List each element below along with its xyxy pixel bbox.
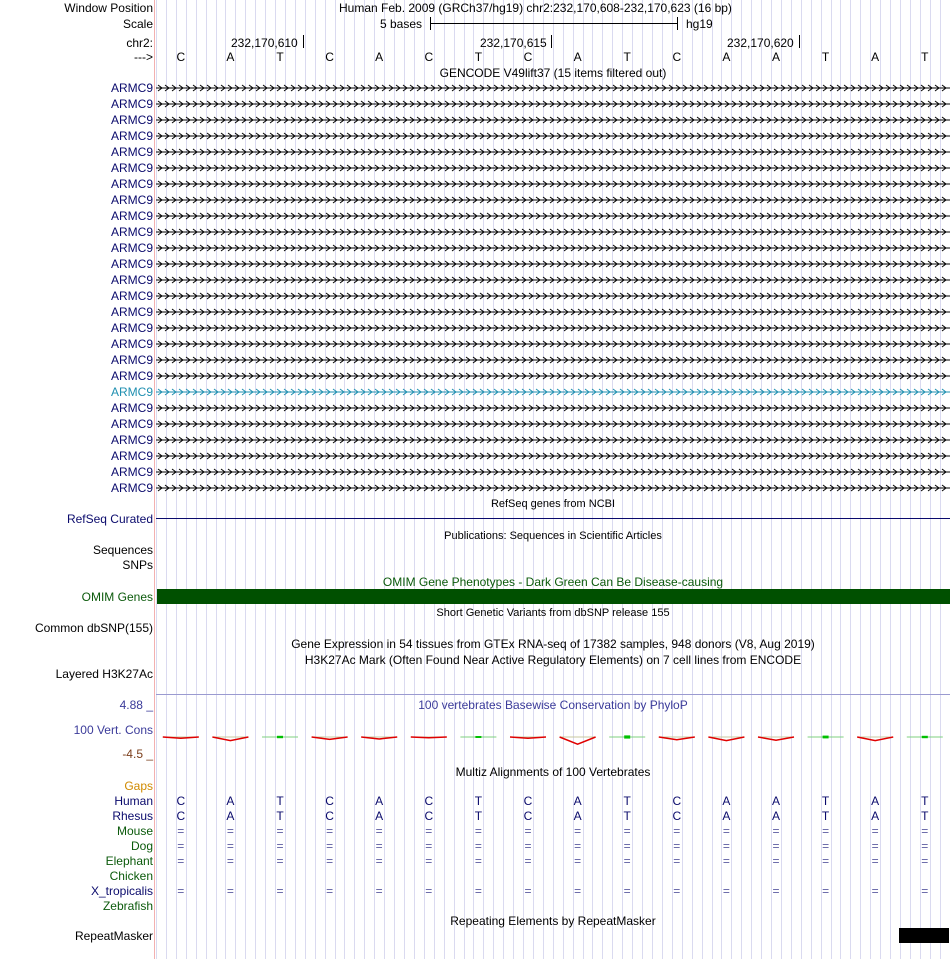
- h3k27ac-title: H3K27Ac Mark (Often Found Near Active Regulatory Elements) on 7 cell lines from ENCODE: [304, 653, 802, 667]
- multiz-base: =: [326, 854, 334, 868]
- multiz-base: C: [325, 794, 334, 808]
- multiz-base: =: [425, 854, 433, 868]
- multiz-base: =: [574, 884, 582, 898]
- multiz-base: =: [375, 824, 383, 838]
- gencode-row[interactable]: [0, 177, 950, 191]
- gencode-gene-label[interactable]: ARMC9: [110, 257, 153, 271]
- multiz-base: =: [574, 824, 582, 838]
- multiz-base: =: [474, 884, 482, 898]
- multiz-base: =: [474, 824, 482, 838]
- multiz-species-row[interactable]: [0, 809, 950, 823]
- multiz-base: =: [524, 839, 532, 853]
- multiz-base: =: [921, 839, 929, 853]
- gencode-gene-label[interactable]: ARMC9: [110, 481, 153, 495]
- multiz-base: =: [474, 854, 482, 868]
- coord-tick-1: [303, 35, 304, 48]
- phylop-graph[interactable]: [156, 716, 950, 756]
- multiz-base: T: [276, 809, 284, 823]
- phylop-bar: [609, 735, 645, 738]
- multiz-base: C: [325, 809, 334, 823]
- multiz-base: =: [772, 824, 780, 838]
- phylop-bar: [659, 737, 695, 740]
- multiz-base: =: [623, 824, 631, 838]
- gencode-gene-label[interactable]: ARMC9: [110, 161, 153, 175]
- base-letter: A: [722, 50, 731, 64]
- gencode-gene-label[interactable]: ARMC9: [110, 177, 153, 191]
- multiz-base: A: [722, 809, 731, 823]
- multiz-base: =: [722, 854, 730, 868]
- gencode-row[interactable]: [0, 481, 950, 495]
- multiz-base: =: [326, 884, 334, 898]
- h3k27ac-label[interactable]: Layered H3K27Ac: [55, 667, 153, 681]
- multiz-base: =: [822, 824, 830, 838]
- phylop-bar: [212, 737, 248, 741]
- multiz-base: =: [226, 884, 234, 898]
- gencode-row[interactable]: [0, 129, 950, 143]
- multiz-base: =: [871, 839, 879, 853]
- phylop-bar: [907, 736, 943, 738]
- gencode-gene-label[interactable]: ARMC9: [110, 305, 153, 319]
- phylop-bar: [758, 737, 794, 740]
- gencode-row[interactable]: [0, 417, 950, 431]
- multiz-base: =: [375, 839, 383, 853]
- multiz-base: T: [276, 794, 284, 808]
- gencode-row[interactable]: [0, 321, 950, 335]
- scale-db: hg19: [686, 17, 713, 31]
- phylop-label[interactable]: 100 Vert. Cons: [73, 723, 153, 737]
- base-letter: C: [325, 50, 334, 64]
- scale-bar-left-end: [430, 17, 431, 30]
- gencode-row[interactable]: [0, 449, 950, 463]
- refseq-label[interactable]: RefSeq Curated: [66, 512, 153, 526]
- multiz-base: =: [772, 839, 780, 853]
- multiz-base: =: [871, 884, 879, 898]
- multiz-base: A: [226, 794, 235, 808]
- scale-bar-right-end: [677, 17, 678, 30]
- base-letter: A: [573, 50, 582, 64]
- multiz-species-row[interactable]: [0, 839, 950, 853]
- multiz-species-label[interactable]: Human: [114, 794, 153, 808]
- multiz-base: =: [921, 854, 929, 868]
- multiz-base: =: [276, 884, 284, 898]
- multiz-base: =: [375, 884, 383, 898]
- multiz-species-label[interactable]: Dog: [130, 839, 153, 853]
- gencode-gene-label[interactable]: ARMC9: [110, 289, 153, 303]
- h3k27ac-baseline: [156, 694, 950, 695]
- gencode-row[interactable]: [0, 385, 950, 399]
- multiz-base: =: [326, 824, 334, 838]
- snps-label[interactable]: SNPs: [122, 558, 153, 572]
- gencode-gene-label[interactable]: ARMC9: [110, 353, 153, 367]
- gencode-gene-label[interactable]: ARMC9: [110, 209, 153, 223]
- base-letter: T: [623, 50, 631, 64]
- coord-label-3: 232,170,620: [727, 36, 794, 50]
- gencode-gene-label[interactable]: ARMC9: [110, 321, 153, 335]
- multiz-species-row[interactable]: [0, 869, 950, 883]
- scale-value: 5 bases: [380, 17, 423, 31]
- multiz-base: =: [425, 839, 433, 853]
- gencode-gene-label[interactable]: ARMC9: [110, 465, 153, 479]
- gencode-gene-label[interactable]: ARMC9: [110, 385, 153, 399]
- coord-label-2: 232,170,615: [480, 36, 547, 50]
- multiz-base: =: [524, 884, 532, 898]
- base-letter: A: [375, 50, 384, 64]
- base-letter: A: [226, 50, 235, 64]
- multiz-base: =: [871, 854, 879, 868]
- gencode-row[interactable]: [0, 241, 950, 255]
- multiz-base: T: [821, 794, 830, 808]
- phylop-bar: [857, 737, 893, 741]
- omim-label[interactable]: OMIM Genes: [81, 590, 153, 604]
- multiz-base: =: [623, 884, 631, 898]
- multiz-base: T: [921, 794, 929, 808]
- multiz-species-row[interactable]: [0, 899, 950, 913]
- multiz-base: =: [226, 854, 234, 868]
- gencode-gene-label[interactable]: ARMC9: [110, 417, 153, 431]
- gencode-row[interactable]: [0, 337, 950, 351]
- gencode-title: GENCODE V49lift37 (15 items filtered out): [439, 66, 667, 80]
- multiz-base: A: [573, 809, 582, 823]
- multiz-base: A: [771, 809, 780, 823]
- base-letter: C: [424, 50, 434, 64]
- multiz-base: =: [871, 824, 879, 838]
- gtex-title: Gene Expression in 54 tissues from GTEx RNA-seq of 17382 samples, 948 donors (V8, Aug 2019): [291, 637, 815, 651]
- multiz-base: =: [822, 854, 830, 868]
- phylop-bar: [808, 736, 844, 739]
- base-letter: A: [871, 50, 880, 64]
- coord-label-1: 232,170,610: [231, 36, 298, 50]
- multiz-base: =: [226, 824, 234, 838]
- publications-title: Publications: Sequences in Scientific Articles: [444, 530, 662, 542]
- base-letter: T: [921, 50, 929, 64]
- multiz-base: =: [375, 854, 383, 868]
- multiz-base: =: [177, 854, 185, 868]
- multiz-species-row[interactable]: [0, 884, 950, 898]
- phylop-min-label: -4.5 _: [122, 747, 153, 761]
- base-letter: T: [474, 50, 483, 64]
- multiz-base: =: [722, 824, 730, 838]
- gencode-row[interactable]: [0, 369, 950, 383]
- gencode-gene-label[interactable]: ARMC9: [110, 241, 153, 255]
- gencode-gene-label[interactable]: ARMC9: [110, 225, 153, 239]
- omim-title: OMIM Gene Phenotypes - Dark Green Can Be Disease-causing: [382, 575, 724, 589]
- strand-label: --->: [134, 50, 153, 64]
- gencode-gene-label[interactable]: ARMC9: [110, 273, 153, 287]
- multiz-base: T: [623, 809, 631, 823]
- multiz-base: =: [177, 884, 185, 898]
- multiz-base: =: [921, 824, 929, 838]
- multiz-base: A: [722, 794, 731, 808]
- base-letter: C: [176, 50, 186, 64]
- multiz-base: C: [523, 794, 533, 808]
- gencode-gene-label[interactable]: ARMC9: [110, 97, 153, 111]
- gencode-gene-label[interactable]: ARMC9: [110, 449, 153, 463]
- multiz-species-label[interactable]: Elephant: [105, 854, 153, 868]
- gencode-row[interactable]: [0, 433, 950, 447]
- multiz-base: T: [623, 794, 631, 808]
- multiz-species-label[interactable]: Chicken: [109, 869, 153, 883]
- multiz-species-row[interactable]: [0, 824, 950, 838]
- multiz-base: C: [672, 809, 682, 823]
- gencode-row[interactable]: [0, 305, 950, 319]
- scale-bar: [430, 23, 678, 24]
- gencode-gene-label[interactable]: ARMC9: [110, 145, 153, 159]
- multiz-species-label[interactable]: Zebrafish: [102, 899, 153, 913]
- phylop-bar: [510, 737, 546, 738]
- multiz-base: A: [375, 794, 384, 808]
- multiz-base: =: [425, 824, 433, 838]
- multiz-base: =: [177, 824, 185, 838]
- multiz-base: =: [822, 839, 830, 853]
- base-letter: T: [821, 50, 830, 64]
- multiz-base: C: [176, 809, 186, 823]
- chrom-label: chr2:: [126, 36, 153, 50]
- gencode-row[interactable]: [0, 97, 950, 111]
- repeatmasker-title: Repeating Elements by RepeatMasker: [450, 914, 656, 928]
- multiz-base: C: [176, 794, 186, 808]
- phylop-bar: [708, 737, 744, 741]
- multiz-base: =: [276, 854, 284, 868]
- multiz-base: A: [573, 794, 582, 808]
- coord-tick-3: [799, 35, 800, 48]
- gencode-gene-label[interactable]: ARMC9: [110, 337, 153, 351]
- gencode-row[interactable]: [0, 353, 950, 367]
- base-letter: T: [276, 50, 284, 64]
- multiz-base: =: [574, 839, 582, 853]
- refseq-title: RefSeq genes from NCBI: [490, 498, 616, 510]
- multiz-base: =: [623, 854, 631, 868]
- multiz-base: =: [722, 839, 730, 853]
- gencode-row[interactable]: [0, 401, 950, 415]
- dbsnp-label[interactable]: Common dbSNP(155): [34, 621, 153, 635]
- multiz-title: Multiz Alignments of 100 Vertebrates: [455, 765, 651, 779]
- multiz-base: =: [673, 824, 681, 838]
- gencode-gene-label[interactable]: ARMC9: [110, 129, 153, 143]
- base-letter: C: [672, 50, 682, 64]
- base-letter: A: [771, 50, 780, 64]
- multiz-base: =: [326, 839, 334, 853]
- multiz-base: T: [921, 809, 929, 823]
- gencode-gene-label[interactable]: ARMC9: [110, 113, 153, 127]
- base-letter: C: [523, 50, 533, 64]
- phylop-max-label: 4.88 _: [119, 698, 153, 712]
- multiz-species-label[interactable]: X_tropicalis: [90, 884, 153, 898]
- multiz-base: C: [424, 809, 434, 823]
- refseq-gene-line[interactable]: [156, 518, 950, 519]
- gaps-label[interactable]: Gaps: [124, 779, 153, 793]
- multiz-base: =: [673, 854, 681, 868]
- assembly-position[interactable]: Human Feb. 2009 (GRCh37/hg19) chr2:232,170,608-232,170,623 (16 bp): [339, 1, 732, 15]
- sequences-label[interactable]: Sequences: [92, 543, 153, 557]
- multiz-base: =: [772, 884, 780, 898]
- multiz-base: A: [226, 809, 235, 823]
- omim-gene-bar[interactable]: [157, 589, 950, 604]
- multiz-base: A: [871, 809, 880, 823]
- multiz-base: =: [276, 824, 284, 838]
- multiz-base: T: [821, 809, 830, 823]
- gencode-row[interactable]: [0, 257, 950, 271]
- phylop-bar: [460, 736, 496, 738]
- gencode-gene-label[interactable]: ARMC9: [110, 193, 153, 207]
- gencode-row[interactable]: [0, 193, 950, 207]
- gencode-row[interactable]: [0, 273, 950, 287]
- multiz-base: T: [474, 794, 483, 808]
- gencode-gene-label[interactable]: ARMC9: [110, 369, 153, 383]
- multiz-species-label[interactable]: Mouse: [116, 824, 153, 838]
- multiz-species-row[interactable]: [0, 854, 950, 868]
- gencode-gene-label[interactable]: ARMC9: [110, 81, 153, 95]
- multiz-base: A: [375, 809, 384, 823]
- phylop-bar: [163, 737, 199, 738]
- multiz-base: =: [177, 839, 185, 853]
- multiz-base: =: [276, 839, 284, 853]
- multiz-base: =: [574, 854, 582, 868]
- multiz-base: =: [623, 839, 631, 853]
- phylop-bar: [411, 737, 447, 738]
- multiz-base: C: [424, 794, 434, 808]
- scale-label: Scale: [122, 17, 153, 31]
- gencode-row[interactable]: [0, 225, 950, 239]
- phylop-bar: [560, 737, 596, 744]
- dbsnp-title: Short Genetic Variants from dbSNP release 155: [436, 607, 670, 619]
- phylop-bar: [361, 737, 397, 739]
- multiz-species-label[interactable]: Rhesus: [112, 809, 153, 823]
- multiz-base: =: [474, 839, 482, 853]
- gencode-row[interactable]: [0, 289, 950, 303]
- window-position-label: Window Position: [64, 1, 153, 15]
- gencode-row[interactable]: [0, 209, 950, 223]
- gencode-row[interactable]: [0, 81, 950, 95]
- multiz-base: =: [722, 884, 730, 898]
- multiz-base: T: [474, 809, 483, 823]
- gencode-row[interactable]: [0, 145, 950, 159]
- multiz-base: =: [673, 839, 681, 853]
- gencode-row[interactable]: [0, 113, 950, 127]
- gencode-row[interactable]: [0, 161, 950, 175]
- multiz-base: A: [871, 794, 880, 808]
- multiz-base: =: [425, 884, 433, 898]
- gencode-row[interactable]: [0, 465, 950, 479]
- multiz-base: =: [524, 824, 532, 838]
- multiz-base: =: [524, 854, 532, 868]
- repeat-element-block[interactable]: [899, 928, 949, 943]
- coord-tick-2: [551, 35, 552, 48]
- multiz-base: A: [771, 794, 780, 808]
- repeatmasker-label[interactable]: RepeatMasker: [74, 929, 153, 943]
- gencode-gene-label[interactable]: ARMC9: [110, 433, 153, 447]
- multiz-base: C: [523, 809, 533, 823]
- phylop-title: 100 vertebrates Basewise Conservation by PhyloP: [418, 698, 688, 712]
- multiz-base: =: [822, 884, 830, 898]
- multiz-base: C: [672, 794, 682, 808]
- multiz-base: =: [673, 884, 681, 898]
- gencode-gene-label[interactable]: ARMC9: [110, 401, 153, 415]
- phylop-bar: [262, 736, 298, 738]
- multiz-species-row[interactable]: [0, 794, 950, 808]
- multiz-base: =: [921, 884, 929, 898]
- multiz-base: =: [772, 854, 780, 868]
- phylop-bar: [312, 737, 348, 739]
- multiz-base: =: [226, 839, 234, 853]
